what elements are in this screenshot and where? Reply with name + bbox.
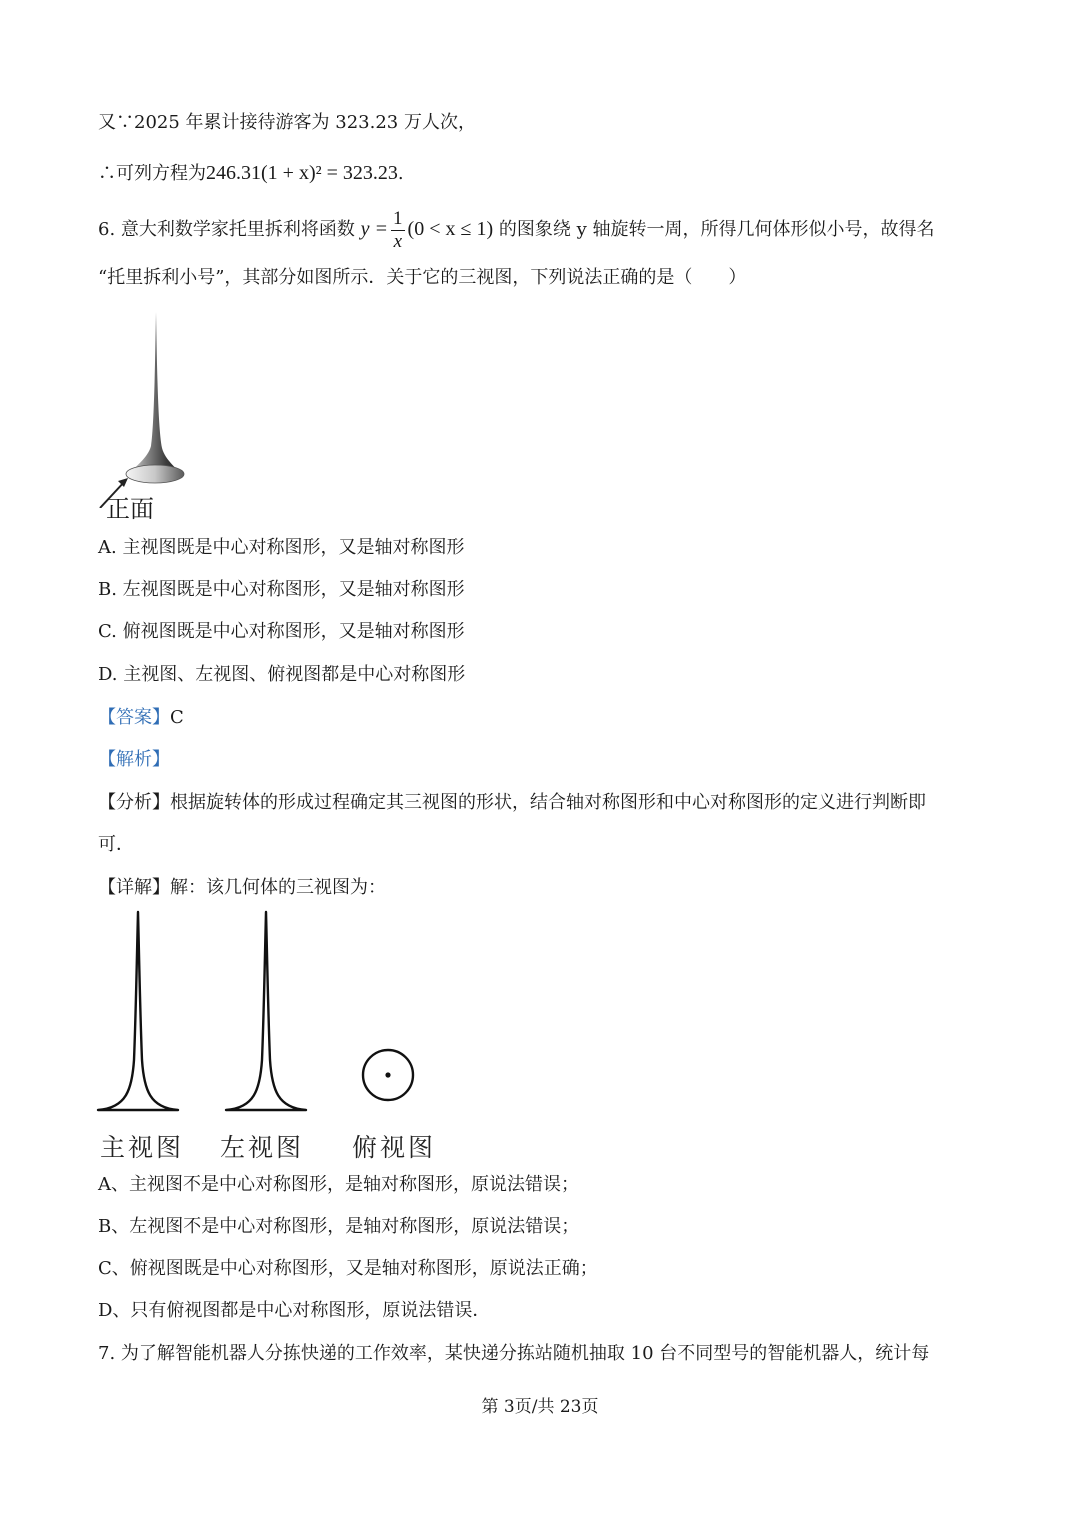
question-6-line-1 bbox=[98, 205, 934, 254]
equation: 246.31(1 + x)² = 323.23 bbox=[206, 162, 398, 184]
solution-a: A、主视图不是中心对称图形，是轴对称图形，原说法错误； bbox=[98, 1174, 579, 1195]
answer-tag: 【答案】 bbox=[98, 707, 170, 728]
fraction-denominator: x bbox=[393, 230, 402, 252]
analysis-tag: 【解析】 bbox=[98, 749, 170, 770]
question-number: 6. bbox=[98, 219, 116, 240]
function-lhs: y = bbox=[360, 218, 389, 240]
left-view-drawing bbox=[224, 910, 308, 1112]
fenxi-line-1: 【分析】根据旋转体的形成过程确定其三视图的形状，结合轴对称图形和中心对称图形的定义进行判断即 bbox=[98, 792, 926, 813]
text-line-1: 又∵2025 年累计接待游客为 323.23 万人次， bbox=[98, 112, 476, 133]
front-label: 正面 bbox=[106, 495, 154, 523]
equation-prefix: ∴可列方程为 bbox=[98, 163, 206, 184]
top-view-label: 俯视图 bbox=[352, 1133, 437, 1162]
function-domain: (0 < x ≤ 1) bbox=[407, 218, 494, 240]
left-view-label: 左视图 bbox=[220, 1133, 305, 1162]
top-view-drawing bbox=[358, 1045, 418, 1105]
xiangjie-line: 【详解】解：该几何体的三视图为： bbox=[98, 877, 386, 898]
equation-line bbox=[98, 160, 404, 187]
question-text: 意大利数学家托里拆利将函数 bbox=[120, 219, 355, 240]
solution-b: B、左视图不是中心对称图形，是轴对称图形，原说法错误； bbox=[98, 1216, 580, 1237]
torricelli-trumpet-figure bbox=[90, 308, 210, 508]
answer-line bbox=[98, 705, 184, 731]
solution-c: C、俯视图既是中心对称图形，又是轴对称图形，原说法正确； bbox=[98, 1258, 598, 1279]
answer-value: C bbox=[170, 707, 184, 728]
fraction bbox=[391, 208, 405, 253]
question-text-continued: 的图象绕 y 轴旋转一周，所得几何体形似小号，故得名 bbox=[498, 219, 935, 240]
question-7: 7. 为了解智能机器人分拣快递的工作效率，某快递分拣站随机抽取 10 台不同型号的智能机器人，统计每 bbox=[98, 1343, 930, 1364]
option-d: D. 主视图、左视图、俯视图都是中心对称图形 bbox=[98, 664, 466, 685]
option-b: B. 左视图既是中心对称图形，又是轴对称图形 bbox=[98, 579, 465, 600]
fraction-numerator: 1 bbox=[393, 207, 403, 229]
front-view-label: 主视图 bbox=[100, 1133, 185, 1162]
option-c: C. 俯视图既是中心对称图形，又是轴对称图形 bbox=[98, 621, 465, 642]
equation-suffix: . bbox=[397, 163, 404, 184]
front-view-drawing bbox=[96, 910, 180, 1112]
option-a: A. 主视图既是中心对称图形，又是轴对称图形 bbox=[98, 537, 465, 558]
page-footer: 第 3页/共 23页 bbox=[481, 1397, 599, 1417]
question-6-line-2: “托里拆利小号”，其部分如图所示．关于它的三视图，下列说法正确的是（ ） bbox=[98, 267, 747, 288]
fenxi-line-2: 可． bbox=[98, 834, 134, 855]
solution-d: D、只有俯视图都是中心对称图形，原说法错误． bbox=[98, 1300, 491, 1321]
